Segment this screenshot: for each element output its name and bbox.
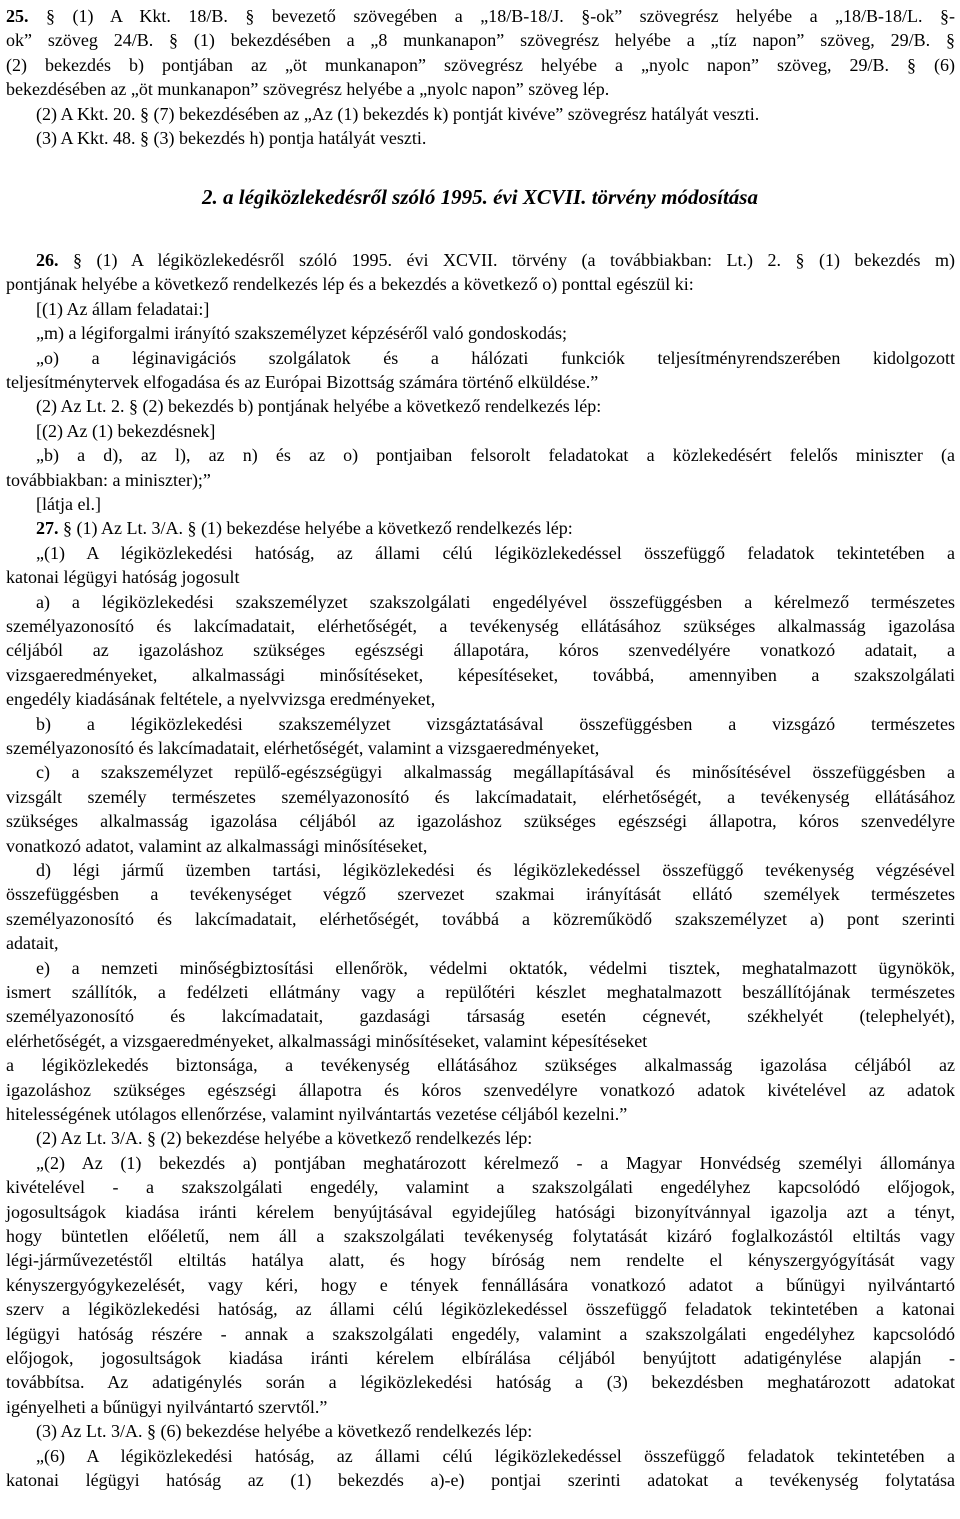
text-line: céljából az igazoláshoz szükséges egészségi állapotára, kóros szenvedélyére vonatkozó adatait, a [6, 640, 955, 660]
text-line: igényelheti a bűnügyi nyilvántartó szervtől.” [6, 1397, 328, 1417]
text-line: hitelességének utólagos ellenőrzése, valamint nyilvántartás vezetése céljából kezelni.” [6, 1104, 628, 1124]
text-line: [látja el.] [36, 494, 101, 514]
text-line: szükséges alkalmasság igazolása céljából az igazoláshoz szükséges egészségi állapotra, kóros szenvedélyre [6, 811, 955, 831]
text-line: vizsgált személy természetes személyazonosító és lakcímadatait, elérhetőségét, a tevékenység ellátásához [6, 787, 955, 807]
text-line: személyazonosító és lakcímadatait, elérhetőségét, valamint a vizsgaeredményeket, [6, 738, 600, 758]
text-line: teljesítménytervek elfogadása és az Európai Bizottság számára történő elküldése.” [6, 372, 599, 392]
section-heading: 2. a légiközlekedésről szóló 1995. évi XCVII. törvény módosítása [202, 185, 758, 209]
text-line: (2) Az Lt. 2. § (2) bekezdés b) pontjának helyébe a következő rendelkezés lép: [36, 396, 602, 416]
text-line: „(1) A légiközlekedési hatóság, az állami célú légiközlekedéssel összefüggő feladatok tekintetében a [36, 543, 955, 563]
text-line: elérhetőségét, a vizsgaeredményeket, alkalmassági minősítéseket, valamint képesítéseket [6, 1031, 648, 1051]
text-line [36, 516, 955, 540]
text-line: „(2) Az (1) bekezdés a) pontjában meghatározott kérelmező - a Magyar Honvédség személyi állománya [36, 1153, 955, 1173]
text-line: (2) A Kkt. 20. § (7) bekezdésében az „Az (1) bekezdés k) pontját kivéve” szövegrész hatályát veszti. [36, 104, 760, 124]
text-line: szerv a légiközlekedési hatóság, az állami célú légiközlekedéssel összefüggő feladatok tekintetében a katonai [6, 1299, 955, 1319]
line-text: § (1) A Kkt. 18/B. § bevezető szövegében a „18/B-18/J. §-ok” szövegrész helyébe a „18/B-18/L. §- [28, 6, 955, 26]
text-line: „o) a léginavigációs szolgálatok és a hálózati funkciók teljesítményrendszerében kidolgozott [36, 348, 955, 368]
text-line: a légiközlekedés biztonsága, a tevékenység ellátásához szükséges alkalmasság igazolása céljából az [6, 1055, 955, 1075]
line-text: § (1) A légiközlekedésről szóló 1995. évi XCVII. törvény (a továbbiakban: Lt.) 2. § (1) bekezdés m) [58, 250, 955, 270]
text-line: ismert szállítók, a fedélzeti ellátmány vagy a repülőtéri készlet meghatalmazott beszállítójának természetes [6, 982, 955, 1002]
text-line: (2) Az Lt. 3/A. § (2) bekezdése helyébe a következő rendelkezés lép: [36, 1128, 533, 1148]
text-line: kényszergyógykezelését, vagy kéri, hogy e tények fennállására vonatkozó adatot a bűnügyi nyilvántartó [6, 1275, 955, 1295]
text-line: személyazonosító és lakcímadatait, elérhetőségét, a tevékenység ellátásához szükséges alkalmasság igazolása [6, 616, 955, 636]
section-number: 26. [36, 250, 59, 270]
text-line: kivételével - a szakszolgálati engedély, valamint a szakszolgálati engedélyhez kapcsolódó előjogok, [6, 1177, 955, 1197]
section-number: 27. [36, 518, 59, 538]
text-line: jogosultságok kiadása iránti kérelem benyújtásával egyidejűleg hatósági bizonyítvánnyal igazolja azt a tényt, [6, 1202, 955, 1222]
line-text: § (1) Az Lt. 3/A. § (1) bekezdése helyébe a következő rendelkezés lép: [58, 518, 573, 538]
text-line: „m) a légiforgalmi irányító szakszemélyzet képzéséről való gondoskodás; [36, 323, 567, 343]
text-line: c) a szakszemélyzet repülő-egészségügyi alkalmasság megállapításával és minősítésével összefüggésben a [36, 762, 955, 782]
text-line: légi-járművezetéstől eltiltás hatálya alatt, és hogy bíróság nem rendelte el kényszergyógyítását vagy [6, 1250, 955, 1270]
text-line: bekezdésében az „öt munkanapon” szövegrész helyébe a „nyolc napon” szöveg lép. [6, 79, 610, 99]
text-line: ok” szöveg 24/B. § (1) bekezdésében a „8 munkanapon” szövegrész helyébe a „tíz napon” szöveg, 29/B. § [6, 30, 955, 50]
text-line: előjogok, jogosultságok kiadása iránti kérelem elbírálása céljából benyújtott adatigénylése alapján - [6, 1348, 955, 1368]
text-line: „(6) A légiközlekedési hatóság, az állami célú légiközlekedéssel összefüggő feladatok tekintetében a [36, 1446, 955, 1466]
text-line: személyazonosító és lakcímadatait, gazdasági társaság esetén cégnevét, székhelyét (telephelyét), [6, 1006, 955, 1026]
text-line: (2) bekezdés b) pontjában az „öt munkanapon” szövegrész helyébe a „nyolc napon” szöveg, 29/B. § (6) [6, 55, 955, 75]
text-line: továbbiakban: a miniszter);” [6, 470, 211, 490]
text-line: továbbítsa. Az adatigénylés során a légiközlekedési hatóság a (3) bekezdésben meghatározott adatokat [6, 1372, 955, 1392]
section-number: 25. [6, 6, 29, 26]
text-line [6, 4, 955, 28]
text-line: b) a légiközlekedési szakszemélyzet vizsgáztatásával összefüggésben a vizsgázó természetes [36, 714, 955, 734]
text-line: (3) Az Lt. 3/A. § (6) bekezdése helyébe a következő rendelkezés lép: [36, 1421, 533, 1441]
text-line: hogy büntetlen előéletű, nem áll a szakszolgálati tevékenység folytatását kizáró foglalkozástól eltiltás vagy [6, 1226, 955, 1246]
text-line: összefüggésben a tevékenységet végző szervezet szakmai irányítását ellátó személyek természetes [6, 884, 955, 904]
text-line: igazoláshoz szükséges egészségi állapotra és kóros szenvedélyre vonatkozó adatok kivételével az adatok [6, 1080, 955, 1100]
text-line: e) a nemzeti minőségbiztosítási ellenőrök, védelmi oktatók, védelmi tisztek, meghatalmazott ügynökök, [36, 958, 955, 978]
text-line: katonai légügyi hatóság az (1) bekezdés a)-e) pontjai szerinti adatokat a tevékenység folytatása [6, 1470, 955, 1490]
text-line: a) a légiközlekedési szakszemélyzet szakszolgálati engedélyével összefüggésben a kérelmező természetes [36, 592, 955, 612]
text-line: pontjának helyébe a következő rendelkezés lép és a bekezdés a következő o) ponttal egészül ki: [6, 274, 694, 294]
text-line: katonai légügyi hatóság jogosult [6, 567, 240, 587]
text-line: légügyi hatóság részére - annak a szakszolgálati engedély, valamint a szakszolgálati engedélyhez kapcsolódó [6, 1324, 955, 1344]
text-line: vizsgaeredményeket, alkalmassági minősítéseket, képesítéseket, továbbá, amennyiben a szakszolgálati [6, 665, 955, 685]
text-line: adatait, [6, 933, 59, 953]
text-line: d) légi jármű üzemben tartási, légiközlekedési és légiközlekedéssel összefüggő tevékenység végzésével [36, 860, 955, 880]
text-line: [(2) Az (1) bekezdésnek] [36, 421, 216, 441]
text-line: [(1) Az állam feladatai:] [36, 299, 210, 319]
text-line: engedély kiadásának feltétele, a nyelvvizsga eredményeket, [6, 689, 436, 709]
text-line: „b) a d), az l), az n) és az o) pontjaiban felsorolt feladatokat a közlekedésért felelős miniszter (a [36, 445, 955, 465]
text-line: vonatkozó adatot, valamint az alkalmassági minősítéseket, [6, 836, 428, 856]
text-line [36, 248, 955, 272]
text-line: (3) A Kkt. 48. § (3) bekezdés h) pontja hatályát veszti. [36, 128, 427, 148]
text-line: személyazonosító és lakcímadatait, elérhetőségét, továbbá a közreműködő szakszemélyzet a) pont szerinti [6, 909, 955, 929]
